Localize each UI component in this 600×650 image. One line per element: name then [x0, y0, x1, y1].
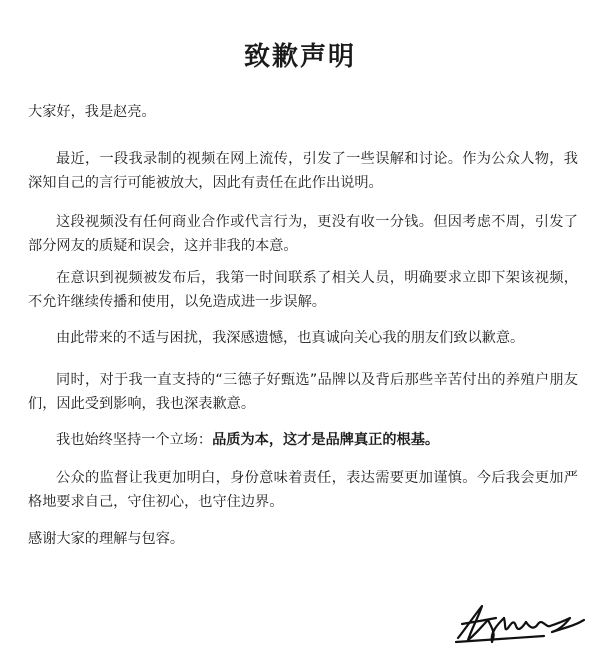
page-title: 致歉声明 — [243, 42, 356, 72]
stance-prefix: 我也始终坚持一个立场： — [56, 432, 213, 448]
greeting: 大家好，我是赵亮。 — [28, 104, 156, 120]
paragraph-2: 这段视频没有任何商业合作或代言行为，更没有收一分钱。但因考虑不周，引发了部分网友的质疑和误会，这并非我的本意。 — [28, 214, 578, 254]
stance-bold-text: 品质为本，这才是品牌真正的根基。 — [212, 432, 440, 448]
handwritten-signature — [452, 598, 587, 646]
stance-paragraph — [28, 428, 578, 452]
thanks-line: 感谢大家的理解与包容。 — [28, 531, 185, 547]
paragraph-4: 由此带来的不适与困扰，我深感遗憾，也真诚向关心我的朋友们致以歉意。 — [56, 330, 525, 346]
paragraph-3: 在意识到视频被发布后，我第一时间联系了相关人员，明确要求立即下架该视频，不允许继续传播和使用，以免造成进一步误解。 — [28, 270, 578, 310]
paragraph-1: 最近，一段我录制的视频在网上流传，引发了一些误解和讨论。作为公众人物，我深知自己的言行可能被放大，因此有责任在此作出说明。 — [28, 151, 578, 191]
closing-paragraph: 公众的监督让我更加明白，身份意味着责任，表达需要更加谨慎。今后我会更加严格地要求自己，守住初心，也守住边界。 — [28, 470, 578, 510]
paragraph-5: 同时，对于我一直支持的“三德子好甄选”品牌以及背后那些辛苦付出的养殖户朋友们，因此受到影响，我也深表歉意。 — [28, 372, 578, 412]
